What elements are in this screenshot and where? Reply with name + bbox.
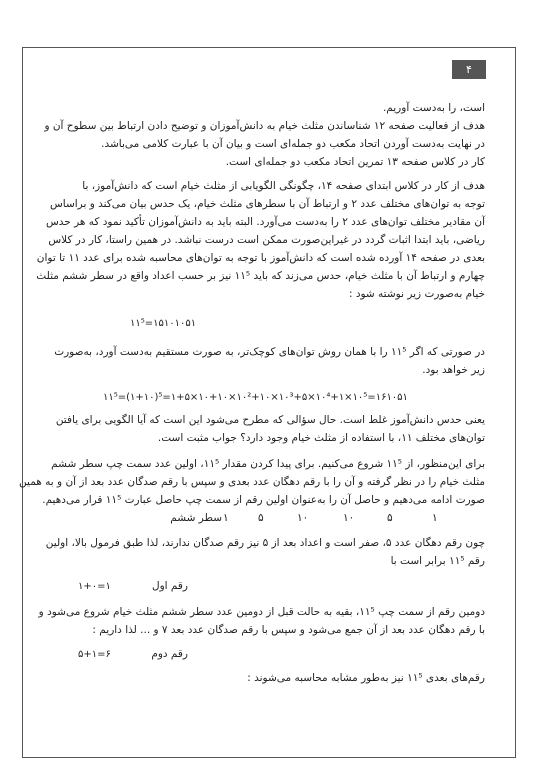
equation-guess: ۱۱⁵=۱۵۱۰۱۰۵۱ [130,318,197,329]
text-line-11: خیام به‌صورت زیر نوشته شود : [348,288,485,300]
page-number: ۴ [452,60,486,79]
text-line-21: دومین رقم از سمت چپ ۱۱⁵، بقیه به حالت قبل از دومین عدد سطر ششم مثلث خیام شروع می‌شود و [38,606,485,618]
text-line-18: صورت ادامه می‌دهیم و حاصل آن را به‌عنوان اولین رقم از سمت چپ حاصل عبارت ۱۱⁵ قرار می‌دهیم. [42,494,485,506]
digit1-expression: ۱+۰=۱ [78,581,111,592]
text-line-16: برای این‌منظور، از ۱۱⁵ شروع می‌کنیم. برای پیدا کردن مقدار ۱۱⁵، اولین عدد سمت چپ سطر ششم [51,458,485,470]
text-line-8: ریاضی، باید ابتدا اثبات گردد در غیراین‌صورت ممکن است درست نباشد. در همین راستا، کار در کلاس [48,234,485,246]
text-line-20: رقم ۱۱⁵ برابر است با [390,555,485,567]
digit2-expression: ۵+۱=۶ [78,649,111,660]
text-line-7: آن مقادیر مختلف توان‌های عدد ۲ را به‌دست می‌آورد. البته باید به دانش‌آموزان تأکید نمود که هر حدس [45,216,485,228]
text-line-17: مثلث خیام را در نظر گرفته و آن را با رقم دهگان عدد بعدی و سپس با رقم صدگان عدد بعد از آن و به همین [19,476,485,488]
text-line-4: کار در کلاس صفحه ۱۳ تمرین اتحاد مکعب دو جمله‌ای است. [225,156,485,168]
text-line-15: توان‌های مختلف ۱۱، با استفاده از مثلث خیام وجود دارد؟ جواب مثبت است. [157,432,485,444]
row6-value: ۵ [387,512,393,524]
digit1-label: رقم اول [151,580,188,592]
row6-label: سطر ششم [170,512,222,524]
digit2-label: رقم دوم [151,648,188,660]
row6-value: ۱۰ [343,512,355,524]
text-line-12: در صورتی که اگر ۱۱⁵ را با همان روش توان‌های کوچک‌تر، به صورت مستقیم به‌دست آورد، به‌صورت [54,346,485,358]
text-line-19: چون رقم دهگان عدد ۵، صفر است و اعداد بعد از ۵ نیز رقم صدگان ندارند، لذا طبق فرمول بالا، اولین [45,537,485,549]
text-line-22: با رقم دهگان عدد بعد از آن جمع می‌شود و سپس با رقم صدگان عدد بعد ۷ و ... لذا داریم : [92,624,485,636]
row6-value: ۱۰ [297,512,309,524]
text-line-13: زیر خواهد بود. [422,364,485,376]
text-line-23: رقم‌های بعدی ۱۱⁵ نیز به‌طور مشابه محاسبه می‌شوند : [247,672,485,684]
text-line-14: یعنی حدس دانش‌آموز غلط است. حال سؤالی که مطرح می‌شود این است که آیا الگویی برای یافتن [55,414,485,426]
row6-value: ۱ [223,512,229,524]
text-line-5: هدف از کار در کلاس ابتدای صفحه ۱۴، چگونگی الگویابی از مثلث خیام است که دانش‌آموز، با [82,180,485,192]
text-line-2: هدف از فعالیت صفحه ۱۲ شناساندن مثلث خیام به دانش‌آموزان و توضیح دادن ارتباط بین سطوح آن و [44,120,485,132]
text-line-3: در نهایت به‌دست آوردن اتحاد مکعب دو جمله‌ای است و بیان آن با عبارت کلامی می‌باشد. [101,138,485,150]
text-line-1: است، را به‌دست آوریم. [382,102,485,114]
row6-value: ۵ [258,512,264,524]
text-line-6: توجه به توان‌های مختلف عدد ۲ و ارتباط آن با سطرهای مثلث خیام، یک حدس بیان می‌کند و براساس [49,198,485,210]
text-line-9: بعدی در صفحه ۱۴ آورده شده است که دانش‌آموز با توجه به توان‌های محاسبه شده برای عدد ۱۱ تا توان [36,252,485,264]
text-line-10: چهارم و ارتباط آن با مثلث خیام، حدس می‌زند که باید ۱۱⁵ نیز بر حسب اعداد واقع در سطر ششم مثلث [36,270,485,282]
equation-binomial: ۱۱⁵=(۱+۱۰)⁵=۱+۵×۱۰+۱۰×۱۰²+۱۰×۱۰³+۵×۱۰⁴+۱×۱۰⁵=۱۶۱۰۵۱ [103,392,408,403]
row6-value: ۱ [432,512,438,524]
